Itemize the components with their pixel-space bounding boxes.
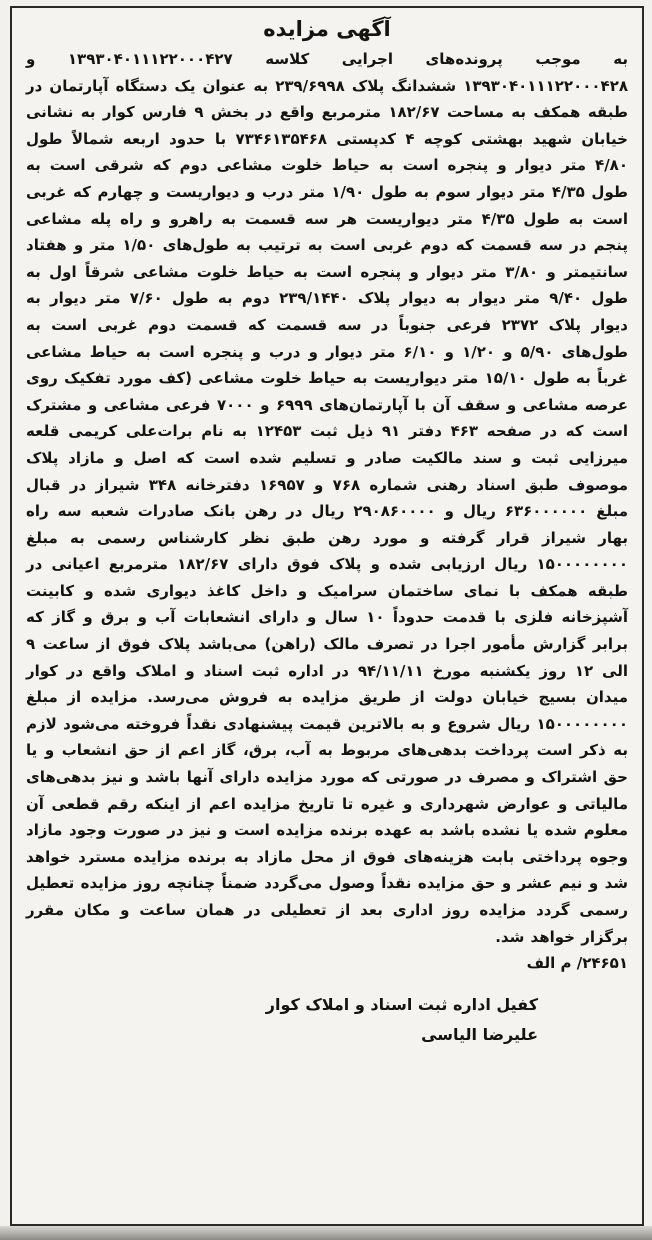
signatory-name: علیرضا الیاسی [421,1025,538,1045]
notice-title: آگهی مزایده [263,17,391,41]
signatory-title: کفیل اداره ثبت اسناد و املاک کوار [265,995,538,1015]
reference-number: ۲۴۶۵۱/ م الف [526,954,628,973]
auction-notice [10,6,644,1226]
notice-body: به موجب پرونده‌های اجرایی کلاسه ۱۳۹۳۰۴۰۱۱۱۲۲۰۰۰۴۲۷ و ۱۳۹۳۰۴۰۱۱۱۲۲۰۰۰۴۲۸ ششدانگ پلاک ۲۳۹/۶۹۹۸ به عنوان یک دستگاه آپارتمان در طبقه همکف به مساحت ۱۸۲/۶۷ مترمربع واقع در بخش ۹ فارس کوار به نشانی خیابان شهید بهشتی کوچه ۴ کدپستی ۷۳۴۶۱۳۵۴۶۸ با حدود اربعه شمالاً طول ۴/۸۰ متر دیوار و پنجره است به حیاط خلوت مشاعی دوم که شرقی است به طول ۴/۳۵ متر دیوار سوم به طول ۱/۹۰ متر درب و دیواریست و چهارم که غربی است به طول ۴/۳۵ متر دیواریست هر سه قسمت به راهرو و راه پله مشاعی پنجم در سه قسمت که دوم غربی است به ترتیب به طول‌های ۱/۵۰ متر و هفتاد سانتیمتر و ۳/۸۰ متر دیوار و پنجره است به حیاط خلوت مشاعی شرقاً اول به طول ۹/۴۰ متر دیوار به دیوار پلاک ۲۳۹/۱۴۴۰ دوم به طول ۷/۶۰ متر دیوار به دیوار پلاک ۲۳۷۲ فرعی جنوباً در سه قسمت که قسمت دوم غربی است به طول‌های ۵/۹۰ و ۱/۲۰ و ۶/۱۰ متر دیوار و درب و پنجره است به حیاط مشاعی غرباً به طول ۱۵/۱۰ متر دیواریست به حیاط خلوت مشاعی (کف مورد تفکیک روی عرصه مشاعی و سقف آن با آپارتمان‌های ۶۹۹۹ و ۷۰۰۰ فرعی مشاعی و مشترک است که در صفحه ۴۶۳ دفتر ۹۱ ذیل ثبت ۱۲۴۵۳ به نام برات‌علی کریمی قلعه میرزایی ثبت و سند مالکیت صادر و تسلیم شده است که اصل و مازاد پلاک موصوف طبق اسناد رهنی شماره ۷۶۸ و ۱۶۹۵۷ دفترخانه ۳۴۸ شیراز در قبال مبلغ ۶۳۶۰۰۰۰۰۰ ریال و ۲۹۰۸۶۰۰۰۰ ریال در رهن بانک صادرات شعبه سه راه بهار شیراز قرار گرفته و مورد رهن طبق نظر کارشناس رسمی به مبلغ ۱۵۰۰۰۰۰۰۰۰ ریال ارزیابی شده و پلاک فوق دارای ۱۸۲/۶۷ مترمربع اعیانی در طبقه همکف با نمای ساختمان سرامیک و داخل کاغذ دیواری شده و کابینت آشپزخانه فلزی با قدمت حدوداً ۱۰ سال و دارای انشعابات آب و برق و گاز که برابر گزارش مأمور اجرا در تصرف مالک (راهن) می‌باشد پلاک فوق از ساعت ۹ الی ۱۲ روز یکشنبه مورخ ۹۴/۱۱/۱۱ در اداره ثبت اسناد و املاک واقع در کوار میدان بسیج خیابان دولت از طریق مزایده به فروش می‌رسد. مزایده از مبلغ ۱۵۰۰۰۰۰۰۰۰ ریال شروع و به بالاترین قیمت پیشنهادی نقداً فروخته می‌شود لازم به ذکر است پرداخت بدهی‌های مربوط به آب، برق، گاز اعم از حق انشعاب و یا حق اشتراک و مصرف در صورتی که مورد مزایده دارای آنها باشد و نیز بدهی‌های مالیاتی و عوارض شهرداری و غیره تا تاریخ مزایده اعم از اینکه رقم قطعی آن معلوم شده یا نشده باشد به عهده برنده مزایده است و نیز در صورت وجود مازاد وجوه پرداختی بابت هزینه‌های فوق از محل مازاد به برنده مزایده مسترد خواهد شد و نیم عشر و حق مزایده نقداً وصول می‌گردد ضمناً چنانچه روز مزایده تعطیل رسمی گردد مزایده روز اداری بعد از تعطیلی در همان ساعت و مکان مقرر برگزار خواهد شد. [26,50,629,946]
signature-block [26,990,628,1050]
scan-edge-shadow [0,1226,652,1240]
